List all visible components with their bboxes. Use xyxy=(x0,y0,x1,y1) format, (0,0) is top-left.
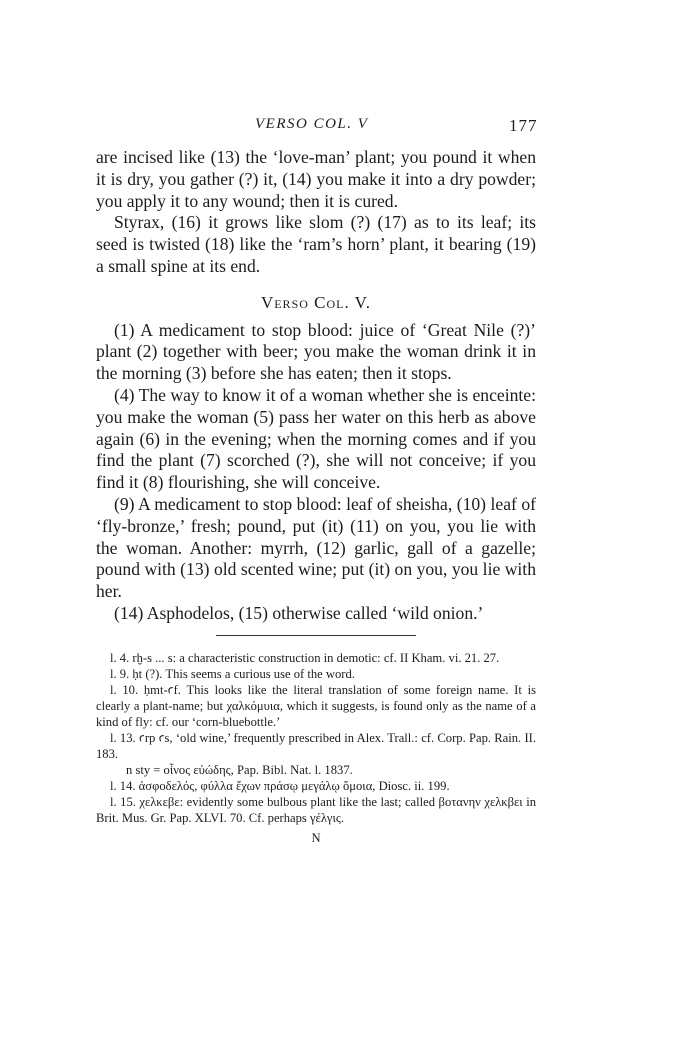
page-header xyxy=(0,116,694,140)
footnote: l. 14. ἀσφοδελός, φύλλα ἔχων πράσῳ μεγάλῳ ὅμοια, Diosc. ii. 199. xyxy=(110,778,450,793)
signature-mark: N xyxy=(311,830,321,845)
paragraph: (14) Asphodelos, (15) otherwise called ‘wild onion.’ xyxy=(114,602,484,623)
footnotes xyxy=(96,650,536,826)
footnote: l. 4. rḫ-s ... s: a characteristic construction in demotic: cf. II Kham. vi. 21. 27. xyxy=(110,650,500,665)
paragraph: are incised like (13) the ‘love-man’ plant; you pound it when it is dry, you gather (?) it, (14) you make it into a dry powder; you apply it to any wound; then it is cured. xyxy=(96,147,536,211)
paragraph: Styrax, (16) it grows like slom (?) (17) as to its leaf; its seed is twisted (18) like the ‘ram’s horn’ plant, it bearing (19) a small spine at its end. xyxy=(96,212,536,276)
section-heading: Verso Col. V. xyxy=(260,292,372,312)
footnote: l. 13. ꜥrp ꜥs, ‘old wine,’ frequently prescribed in Alex. Trall.: cf. Corp. Pap. Rain. II. 183. xyxy=(96,730,536,761)
footnote: n sty = οἶνος εὐώδης, Pap. Bibl. Nat. l. 1837. xyxy=(126,762,353,777)
paragraph: (4) The way to know it of a woman whether she is enceinte: you make the woman (5) pass her water on this herb as above again (6) in the evening; when the morning comes and if you find the plant (7) scorched (?), she will not conceive; if you find it (8) flourishing, she will conceive. xyxy=(96,384,536,493)
footnote: l. 9. ḥt (?). This seems a curious use of the word. xyxy=(110,666,355,681)
page-number: 177 xyxy=(509,116,538,135)
paragraph: (1) A medicament to stop blood: juice of ‘Great Nile (?)’ plant (2) together with beer; you make the woman drink it in the morning (3) before she has eaten; then it stops. xyxy=(96,319,536,384)
page-body xyxy=(96,147,536,850)
paragraph: (9) A medicament to stop blood: leaf of sheisha, (10) leaf of ‘fly-bronze,’ fresh; pound, put (it) (11) on you, you lie with the woman. Another: myrrh, (12) garlic, gall of a gazelle; pound with (13) old scented wine; put (it) on you, you lie with her. xyxy=(96,493,536,602)
footnote: l. 10. ḥmt-ꜥf. This looks like the literal translation of some foreign name. It is clearly a plant-name; but χαλκόμυια, which it suggests, is found only as the name of a kind of fly: cf. our ‘corn-bluebottle.’ xyxy=(96,682,536,729)
footnote-divider xyxy=(216,635,416,636)
footnote: l. 15. χελκεβε: evidently some bulbous plant like the last; called βοτανην χελκβει in Brit. Mus. Gr. Pap. XLVI. 70. Cf. perhaps γέλγις. xyxy=(96,794,536,825)
running-title: VERSO COL. V xyxy=(255,116,369,132)
